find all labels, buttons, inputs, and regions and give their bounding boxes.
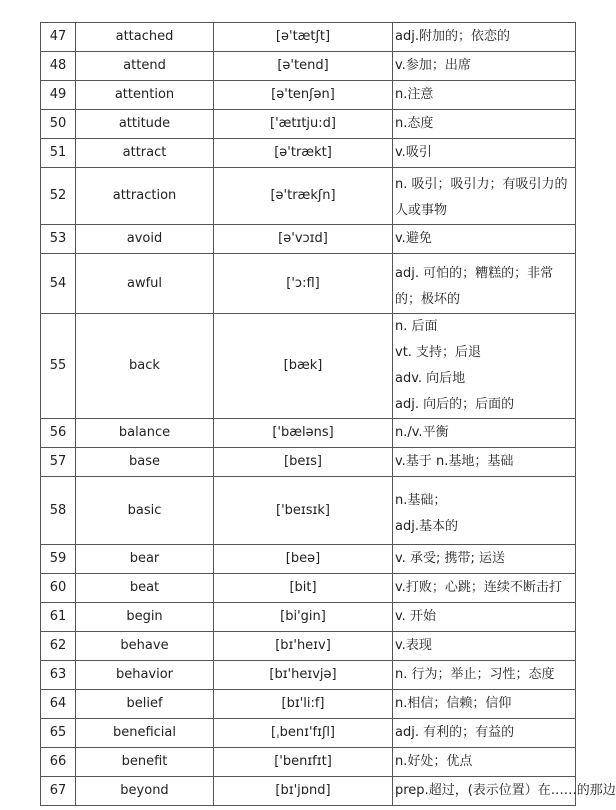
meaning-cell [393, 168, 576, 225]
table-row [41, 225, 576, 254]
meaning-line: n. 后面 [395, 319, 438, 334]
word-cell: belief [76, 690, 214, 719]
table-row [41, 168, 576, 225]
pronunciation-cell: ['bæləns] [214, 419, 393, 448]
meaning-line: adj. 可怕的；糟糕的；非常的；极坏的 [395, 265, 554, 307]
word-cell: attract [76, 139, 214, 168]
pronunciation-cell: [bɪ'heɪv] [214, 632, 393, 661]
row-number: 57 [41, 448, 76, 477]
pronunciation-cell: [bɪ'li:f] [214, 690, 393, 719]
table-row [41, 254, 576, 314]
pronunciation-cell: [ə'trækʃn] [214, 168, 393, 225]
table-row [41, 574, 576, 603]
row-number: 67 [41, 777, 76, 806]
table-row [41, 719, 576, 748]
meaning-cell [393, 690, 576, 719]
word-cell: base [76, 448, 214, 477]
meaning-line: v.吸引 [395, 145, 432, 160]
row-number: 52 [41, 168, 76, 225]
table-row [41, 419, 576, 448]
word-cell: beat [76, 574, 214, 603]
vocabulary-table [40, 22, 616, 806]
word-cell: attend [76, 52, 214, 81]
meaning-line: adj. 有利的；有益的 [395, 725, 515, 740]
row-number: 56 [41, 419, 76, 448]
pronunciation-cell: ['benɪfɪt] [214, 748, 393, 777]
word-cell: basic [76, 477, 214, 545]
meaning-line: n.相信；信赖；信仰 [395, 696, 512, 711]
meaning-cell [393, 661, 576, 690]
meaning-cell [393, 419, 576, 448]
meaning-line: n.态度 [395, 116, 434, 131]
word-cell: attraction [76, 168, 214, 225]
table-row [41, 477, 576, 545]
meaning-cell [393, 748, 576, 777]
pronunciation-cell: [ə'tenʃən] [214, 81, 393, 110]
row-number: 50 [41, 110, 76, 139]
meaning-cell [393, 139, 576, 168]
meaning-line: v.避免 [395, 231, 432, 246]
row-number: 61 [41, 603, 76, 632]
pronunciation-cell: [beə] [214, 545, 393, 574]
pronunciation-cell: [bɪ'jɒnd] [214, 777, 393, 806]
table-row [41, 448, 576, 477]
table-row [41, 690, 576, 719]
row-number: 55 [41, 314, 76, 419]
word-cell: beyond [76, 777, 214, 806]
word-cell: bear [76, 545, 214, 574]
vocabulary-table-body [41, 23, 616, 806]
meaning-cell [393, 225, 576, 254]
meaning-cell [393, 23, 576, 52]
table-row [41, 81, 576, 110]
meaning-line: v.表现 [395, 638, 432, 653]
meaning-line: adj. 向后的；后面的 [395, 397, 515, 412]
meaning-cell [393, 777, 616, 806]
meaning-line: v.基于 n.基地；基础 [395, 454, 514, 469]
meaning-line: n. 吸引；吸引力；有吸引力的人或事物 [395, 177, 568, 218]
pronunciation-cell: ['beɪsɪk] [214, 477, 393, 545]
table-row [41, 110, 576, 139]
row-number: 51 [41, 139, 76, 168]
table-row [41, 23, 576, 52]
pronunciation-cell: [bæk] [214, 314, 393, 419]
table-row [41, 545, 576, 574]
row-number: 49 [41, 81, 76, 110]
pronunciation-cell: [ə'tætʃt] [214, 23, 393, 52]
word-cell: awful [76, 254, 214, 314]
meaning-line: adj.附加的；依恋的 [395, 29, 510, 44]
row-number: 47 [41, 23, 76, 52]
meaning-line: n. 行为；举止；习性；态度 [395, 667, 555, 682]
word-cell: benefit [76, 748, 214, 777]
word-cell: beneficial [76, 719, 214, 748]
table-row [41, 777, 576, 806]
word-cell: attitude [76, 110, 214, 139]
row-number: 63 [41, 661, 76, 690]
word-cell: back [76, 314, 214, 419]
word-cell: avoid [76, 225, 214, 254]
row-number: 66 [41, 748, 76, 777]
meaning-line: v.打败；心跳；连续不断击打 [395, 580, 562, 595]
word-cell: balance [76, 419, 214, 448]
table-row [41, 632, 576, 661]
table-row [41, 748, 576, 777]
meaning-cell [393, 314, 576, 419]
meaning-line: n.好处；优点 [395, 754, 473, 769]
row-number: 60 [41, 574, 76, 603]
meaning-line: v.参加；出席 [395, 58, 471, 73]
table-row [41, 661, 576, 690]
pronunciation-cell: ['ætɪtju:d] [214, 110, 393, 139]
meaning-cell [393, 448, 576, 477]
meaning-cell [393, 477, 576, 545]
pronunciation-cell: [beɪs] [214, 448, 393, 477]
word-cell: behavior [76, 661, 214, 690]
meaning-cell [393, 719, 576, 748]
pronunciation-cell: ['ɔ:fl] [214, 254, 393, 314]
pronunciation-cell: [ˌbenɪ'fɪʃl] [214, 719, 393, 748]
meaning-line: adv. 向后地 [395, 371, 466, 386]
word-cell: begin [76, 603, 214, 632]
meaning-line: v. 承受; 携带; 运送 [395, 551, 505, 566]
meaning-cell [393, 52, 576, 81]
meaning-line: v. 开始 [395, 609, 436, 624]
meaning-line: vt. 支持；后退 [395, 345, 482, 360]
row-number: 65 [41, 719, 76, 748]
meaning-line: n.基础； [395, 492, 447, 508]
meaning-line: n.注意 [395, 87, 434, 102]
row-number: 64 [41, 690, 76, 719]
table-row [41, 603, 576, 632]
pronunciation-cell: [bit] [214, 574, 393, 603]
meaning-cell [393, 632, 576, 661]
word-cell: behave [76, 632, 214, 661]
meaning-line: prep.超过，(表示位置）在……的那边 [395, 783, 616, 798]
pronunciation-cell: [ə'trækt] [214, 139, 393, 168]
meaning-line: n./v.平衡 [395, 425, 449, 440]
row-number: 48 [41, 52, 76, 81]
row-number: 62 [41, 632, 76, 661]
pronunciation-cell: [ə'vɔɪd] [214, 225, 393, 254]
row-number: 53 [41, 225, 76, 254]
meaning-cell [393, 81, 576, 110]
meaning-line: adj.基本的 [395, 518, 458, 534]
meaning-cell [393, 603, 576, 632]
row-number: 54 [41, 254, 76, 314]
word-cell: attention [76, 81, 214, 110]
table-row [41, 139, 576, 168]
pronunciation-cell: [ə'tend] [214, 52, 393, 81]
table-row [41, 314, 576, 419]
meaning-cell [393, 574, 576, 603]
row-number: 58 [41, 477, 76, 545]
pronunciation-cell: [bi'gin] [214, 603, 393, 632]
meaning-cell [393, 110, 576, 139]
meaning-cell [393, 254, 576, 314]
table-row [41, 52, 576, 81]
meaning-cell [393, 545, 576, 574]
word-cell: attached [76, 23, 214, 52]
row-number: 59 [41, 545, 76, 574]
pronunciation-cell: [bɪ'heɪvjə] [214, 661, 393, 690]
